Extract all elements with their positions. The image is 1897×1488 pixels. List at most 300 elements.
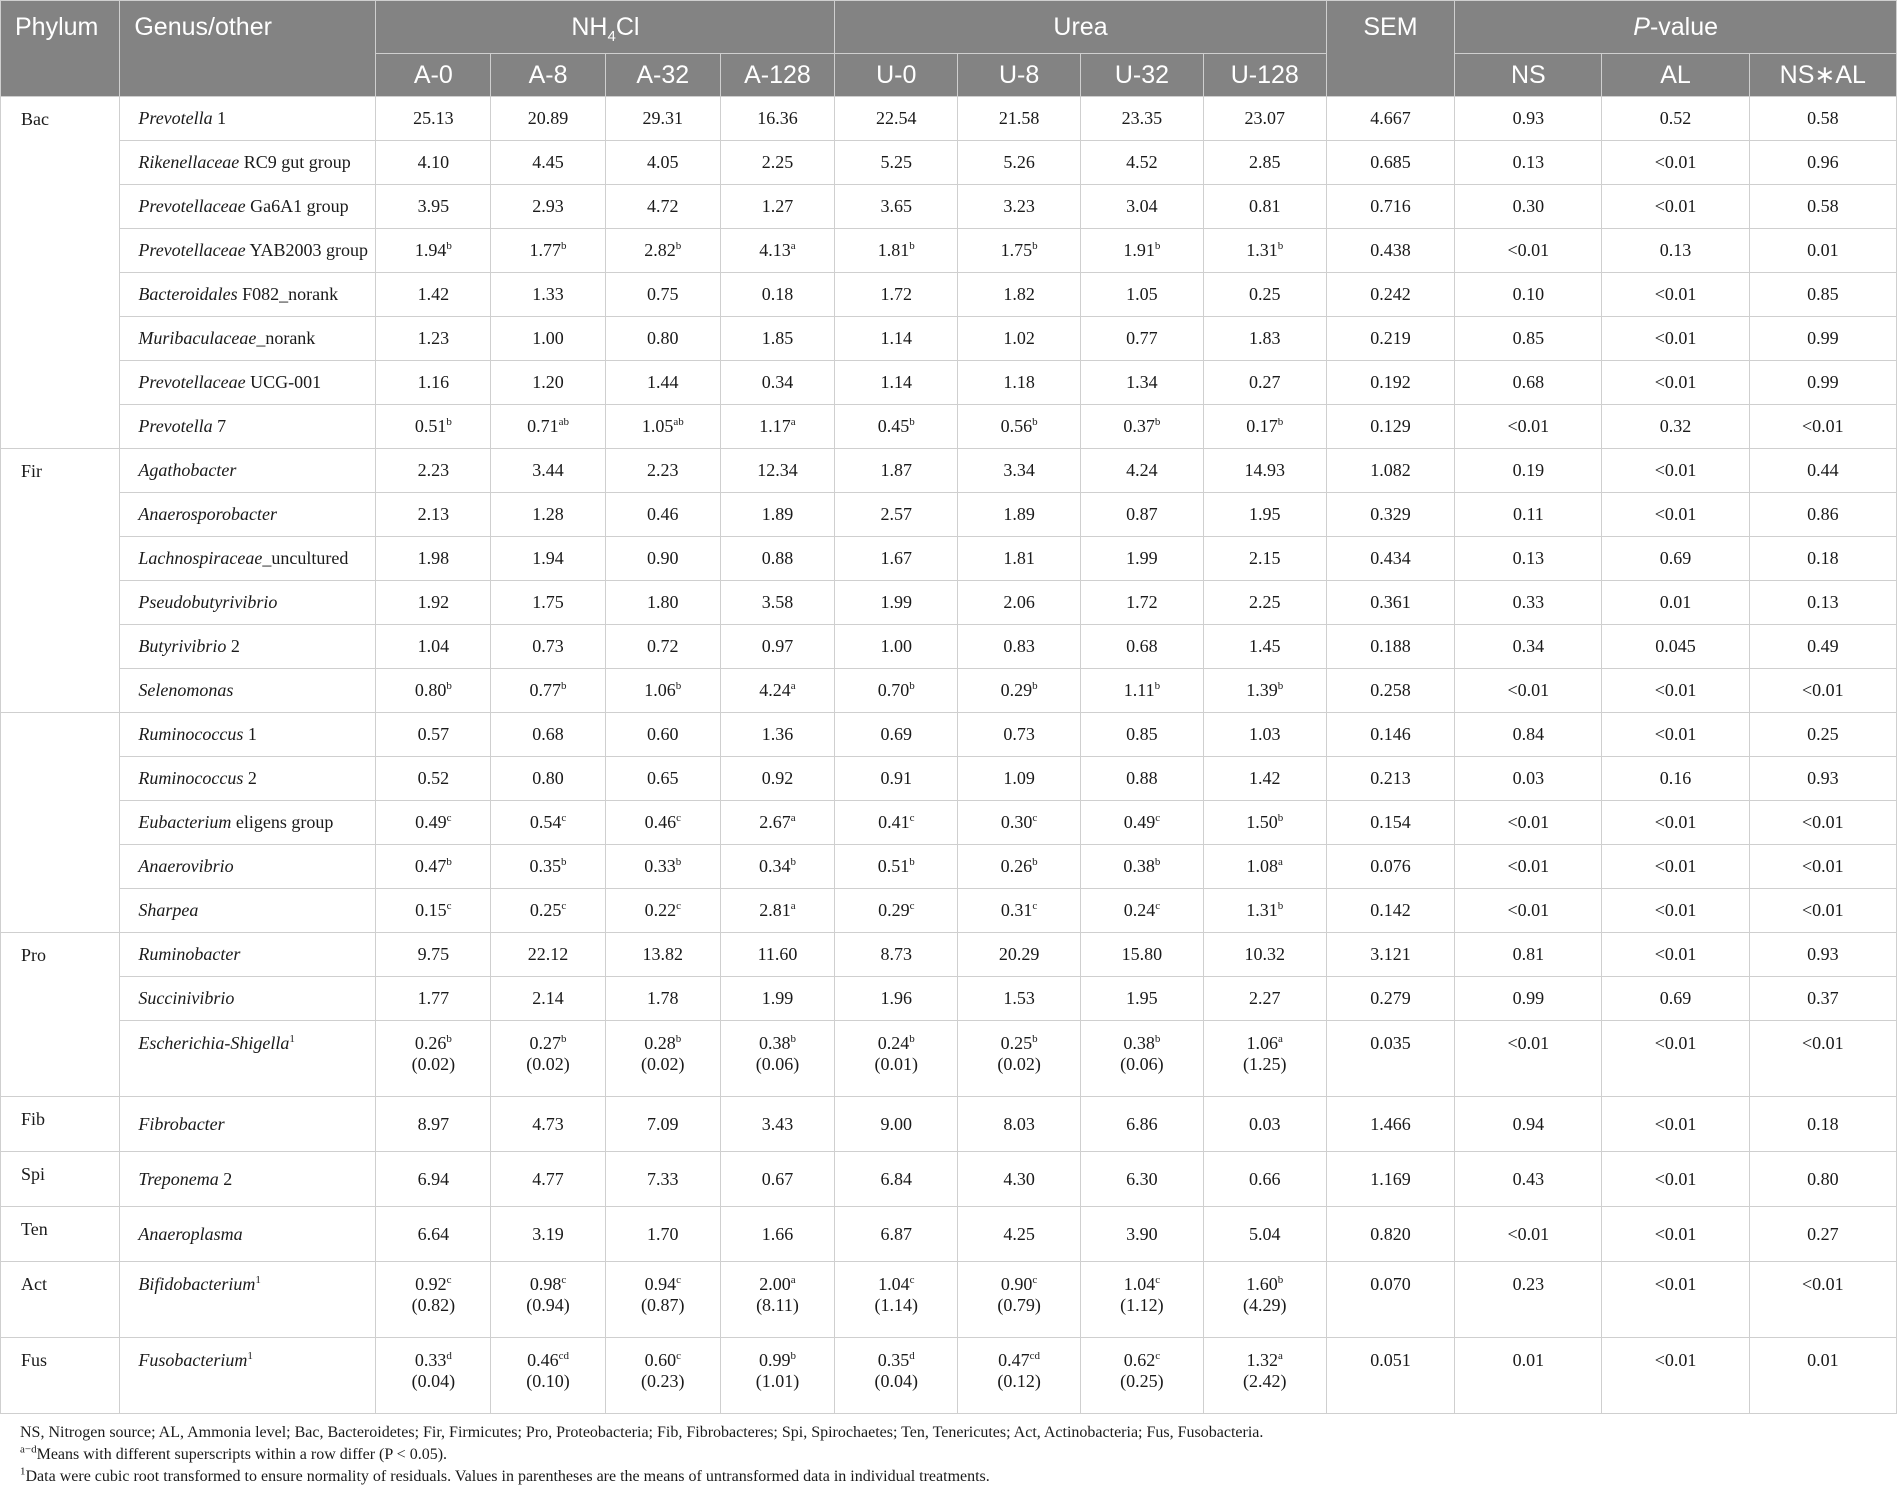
sem-cell: 0.685 [1326,141,1455,185]
value-cell: 0.29$^b$ [958,669,1081,713]
pvalue-cell: <0.01 [1602,1262,1749,1338]
sem-cell: 3.121 [1326,933,1455,977]
value-cell: 1.39$^b$ [1203,669,1326,713]
value-cell: 4.73 [491,1097,606,1152]
phylum-cell: Fib [1,1097,120,1152]
value-cell: 1.02 [958,317,1081,361]
sem-cell: 0.188 [1326,625,1455,669]
table-row [1,185,1897,229]
table-body [1,97,1897,1414]
value-cell: 0.88 [1081,757,1204,801]
value-cell: 1.23 [376,317,491,361]
value-cell: 8.73 [835,933,958,977]
pvalue-cell: 0.37 [1749,977,1896,1021]
value-cell: 1.17$^a$ [720,405,835,449]
value-cell: 0.51$^b$ [376,405,491,449]
value-cell: 1.18 [958,361,1081,405]
value-cell: 4.72 [605,185,720,229]
pvalue-cell: 0.93 [1749,757,1896,801]
genus-cell: Ruminococcus 2 [120,757,376,801]
value-cell: 0.68 [491,713,606,757]
table-row [1,581,1897,625]
value-cell: 0.18 [720,273,835,317]
sem-cell: 1.082 [1326,449,1455,493]
pvalue-cell: <0.01 [1602,1021,1749,1097]
table-row [1,713,1897,757]
phylum-cell: Pro [1,933,120,1097]
value-cell: 1.36 [720,713,835,757]
value-cell: 0.73 [491,625,606,669]
value-cell: 0.68 [1081,625,1204,669]
pvalue-cell: <0.01 [1455,405,1602,449]
header-genus: Genus/other [120,1,376,97]
value-cell: 0.94$^c$ (0.87) [605,1262,720,1338]
table-row [1,537,1897,581]
value-cell: 25.13 [376,97,491,141]
value-cell: 4.10 [376,141,491,185]
value-cell: 23.07 [1203,97,1326,141]
phylum-cell: Spi [1,1152,120,1207]
pvalue-cell: <0.01 [1455,845,1602,889]
value-cell: 0.71$^{ab}$ [491,405,606,449]
value-cell: 10.32 [1203,933,1326,977]
sem-cell: 1.466 [1326,1097,1455,1152]
footnote-superscripts: $^{a-d}$Means with different superscripts within a row differ (P < 0.05). [20,1443,448,1463]
value-cell: 1.04 [376,625,491,669]
sem-cell: 0.142 [1326,889,1455,933]
value-cell: 5.04 [1203,1207,1326,1262]
value-cell: 2.67$^a$ [720,801,835,845]
value-cell: 3.95 [376,185,491,229]
phylum-cell: Fir [1,449,120,713]
genus-cell: Eubacterium eligens group [120,801,376,845]
value-cell: 1.05$^{ab}$ [605,405,720,449]
table-row [1,229,1897,273]
value-cell: 2.93 [491,185,606,229]
pvalue-cell: 0.27 [1749,1207,1896,1262]
value-cell: 1.45 [1203,625,1326,669]
value-cell: 15.80 [1081,933,1204,977]
value-cell: 0.54$^c$ [491,801,606,845]
pvalue-cell: <0.01 [1749,405,1896,449]
sem-cell: 0.361 [1326,581,1455,625]
pvalue-cell: <0.01 [1602,1152,1749,1207]
value-cell: 1.04$^c$ (1.14) [835,1262,958,1338]
pvalue-cell: <0.01 [1749,889,1896,933]
value-cell: 1.05 [1081,273,1204,317]
table-row [1,669,1897,713]
value-cell: 0.62$^c$ (0.25) [1081,1338,1204,1414]
table-header [1,1,1897,97]
value-cell: 1.53 [958,977,1081,1021]
value-cell: 0.66 [1203,1152,1326,1207]
value-cell: 20.29 [958,933,1081,977]
genus-cell: Escherichia-Shigella$^1$ [120,1021,376,1097]
pvalue-cell: 0.94 [1455,1097,1602,1152]
genus-cell: Prevotella 1 [120,97,376,141]
value-cell: 0.60$^c$ (0.23) [605,1338,720,1414]
pvalue-cell: 0.25 [1749,713,1896,757]
table-row [1,625,1897,669]
value-cell: 1.20 [491,361,606,405]
pvalue-cell: <0.01 [1455,1207,1602,1262]
value-cell: 1.31$^b$ [1203,229,1326,273]
value-cell: 0.83 [958,625,1081,669]
value-cell: 9.75 [376,933,491,977]
header-sem: SEM [1326,1,1455,97]
footnote-transform: $^1$Data were cubic root transformed to ensure normality of residuals. Values in parentheses are the means of untransformed data in individual treatments. [20,1465,990,1485]
pvalue-cell: 0.81 [1455,933,1602,977]
footnote-abbreviations: NS, Nitrogen source; AL, Ammonia level; Bac, Bacteroidetes; Fir, Firmicutes; Pro, Proteobacteria; Fib, Fibrobacteres; Spi, Spirochaetes; Ten, Tenericutes; Act, Actinobacteria; Fus, Fusobacteria. [20,1424,1264,1441]
pvalue-cell: 0.13 [1455,141,1602,185]
value-cell: 0.87 [1081,493,1204,537]
header-pvalue: P-value [1455,1,1897,54]
table-row [1,317,1897,361]
value-cell: 0.47$^b$ [376,845,491,889]
value-cell: 0.34 [720,361,835,405]
genus-cell: Prevotellaceae Ga6A1 group [120,185,376,229]
header-treatment: U-32 [1081,54,1204,97]
value-cell: 2.14 [491,977,606,1021]
value-cell: 5.25 [835,141,958,185]
value-cell: 0.80 [605,317,720,361]
value-cell: 0.26$^b$ [958,845,1081,889]
value-cell: 0.26$^b$ (0.02) [376,1021,491,1097]
value-cell: 1.44 [605,361,720,405]
pvalue-cell: 0.52 [1602,97,1749,141]
genus-cell: Sharpea [120,889,376,933]
value-cell: 1.67 [835,537,958,581]
pvalue-cell: 0.13 [1749,581,1896,625]
table-row [1,361,1897,405]
table-row [1,97,1897,141]
sem-cell: 0.258 [1326,669,1455,713]
sem-cell: 0.716 [1326,185,1455,229]
value-cell: 0.81 [1203,185,1326,229]
table-row [1,1338,1897,1414]
pvalue-cell: <0.01 [1602,1207,1749,1262]
value-cell: 8.97 [376,1097,491,1152]
value-cell: 1.32$^a$ (2.42) [1203,1338,1326,1414]
value-cell: 11.60 [720,933,835,977]
table-row [1,1262,1897,1338]
value-cell: 16.36 [720,97,835,141]
pvalue-cell: <0.01 [1749,845,1896,889]
value-cell: 3.90 [1081,1207,1204,1262]
pvalue-cell: 0.18 [1749,1097,1896,1152]
value-cell: 0.90$^c$ (0.79) [958,1262,1081,1338]
value-cell: 1.34 [1081,361,1204,405]
value-cell: 0.15$^c$ [376,889,491,933]
pvalue-cell: <0.01 [1602,141,1749,185]
genus-cell: Prevotellaceae UCG-001 [120,361,376,405]
value-cell: 2.81$^a$ [720,889,835,933]
value-cell: 1.80 [605,581,720,625]
value-cell: 0.77$^b$ [491,669,606,713]
pvalue-cell: 0.13 [1455,537,1602,581]
pvalue-cell: 0.85 [1455,317,1602,361]
value-cell: 0.98$^c$ (0.94) [491,1262,606,1338]
header-treatment: U-128 [1203,54,1326,97]
value-cell: 0.22$^c$ [605,889,720,933]
value-cell: 0.33$^d$ (0.04) [376,1338,491,1414]
value-cell: 0.29$^c$ [835,889,958,933]
header-treatment: U-8 [958,54,1081,97]
sem-cell: 0.820 [1326,1207,1455,1262]
table-footnotes [0,1422,1897,1488]
pvalue-cell: <0.01 [1602,889,1749,933]
value-cell: 2.27 [1203,977,1326,1021]
table-row [1,493,1897,537]
value-cell: 1.66 [720,1207,835,1262]
sem-cell: 4.667 [1326,97,1455,141]
value-cell: 0.37$^b$ [1081,405,1204,449]
genus-cell: Prevotellaceae YAB2003 group [120,229,376,273]
pvalue-cell: <0.01 [1455,229,1602,273]
pvalue-cell: 0.13 [1602,229,1749,273]
value-cell: 0.92 [720,757,835,801]
value-cell: 4.52 [1081,141,1204,185]
pvalue-cell: 0.34 [1455,625,1602,669]
value-cell: 0.99$^b$ (1.01) [720,1338,835,1414]
pvalue-cell: <0.01 [1602,801,1749,845]
value-cell: 1.11$^b$ [1081,669,1204,713]
value-cell: 1.81$^b$ [835,229,958,273]
table-row [1,933,1897,977]
table-row [1,757,1897,801]
pvalue-cell: 0.93 [1455,97,1602,141]
value-cell: 1.78 [605,977,720,1021]
sem-cell: 0.154 [1326,801,1455,845]
value-cell: 1.75 [491,581,606,625]
sem-cell: 1.169 [1326,1152,1455,1207]
value-cell: 1.06$^b$ [605,669,720,713]
value-cell: 2.15 [1203,537,1326,581]
header-phylum: Phylum [1,1,120,97]
sem-cell: 0.219 [1326,317,1455,361]
pvalue-cell: 0.58 [1749,97,1896,141]
table-row [1,449,1897,493]
value-cell: 0.57 [376,713,491,757]
pvalue-cell: 0.93 [1749,933,1896,977]
value-cell: 0.41$^c$ [835,801,958,845]
value-cell: 2.00$^a$ (8.11) [720,1262,835,1338]
value-cell: 1.06$^a$ (1.25) [1203,1021,1326,1097]
sem-cell: 0.438 [1326,229,1455,273]
value-cell: 1.50$^b$ [1203,801,1326,845]
value-cell: 1.27 [720,185,835,229]
sem-cell: 0.146 [1326,713,1455,757]
value-cell: 0.72 [605,625,720,669]
header-treatment: U-0 [835,54,958,97]
phylum-cell: Bac [1,97,120,449]
header-nh4cl: $NH_4Cl$ [376,1,835,54]
value-cell: 1.14 [835,361,958,405]
table-row [1,1152,1897,1207]
value-cell: 1.77 [376,977,491,1021]
value-cell: 4.77 [491,1152,606,1207]
pvalue-cell: 0.99 [1455,977,1602,1021]
pvalue-cell: <0.01 [1455,889,1602,933]
sem-cell: 0.279 [1326,977,1455,1021]
table-row [1,845,1897,889]
genus-cell: Treponema 2 [120,1152,376,1207]
value-cell: 0.33$^b$ [605,845,720,889]
pvalue-cell: 0.32 [1602,405,1749,449]
value-cell: 1.89 [958,493,1081,537]
value-cell: 1.00 [835,625,958,669]
value-cell: 7.33 [605,1152,720,1207]
value-cell: 0.17$^b$ [1203,405,1326,449]
value-cell: 1.09 [958,757,1081,801]
value-cell: 0.45$^b$ [835,405,958,449]
value-cell: 0.65 [605,757,720,801]
value-cell: 0.77 [1081,317,1204,361]
value-cell: 6.87 [835,1207,958,1262]
genus-cell: Fusobacterium$^1$ [120,1338,376,1414]
value-cell: 1.03 [1203,713,1326,757]
pvalue-cell: 0.69 [1602,537,1749,581]
pvalue-cell: <0.01 [1602,449,1749,493]
value-cell: 1.91$^b$ [1081,229,1204,273]
value-cell: 0.38$^b$ (0.06) [720,1021,835,1097]
pvalue-cell: 0.86 [1749,493,1896,537]
genus-cell: Muribaculaceae_norank [120,317,376,361]
value-cell: 1.87 [835,449,958,493]
header-pvalue-col: NS [1455,54,1602,97]
genus-cell: Ruminobacter [120,933,376,977]
genus-cell: Lachnospiraceae_uncultured [120,537,376,581]
pvalue-cell: 0.43 [1455,1152,1602,1207]
value-cell: 1.60$^b$ (4.29) [1203,1262,1326,1338]
header-treatment: A-32 [605,54,720,97]
pvalue-cell: <0.01 [1602,713,1749,757]
value-cell: 1.75$^b$ [958,229,1081,273]
value-cell: 0.30$^c$ [958,801,1081,845]
pvalue-cell: <0.01 [1602,317,1749,361]
value-cell: 0.85 [1081,713,1204,757]
value-cell: 1.08$^a$ [1203,845,1326,889]
value-cell: 0.73 [958,713,1081,757]
value-cell: 4.30 [958,1152,1081,1207]
pvalue-cell: <0.01 [1602,933,1749,977]
pvalue-cell: <0.01 [1602,1338,1749,1414]
value-cell: 1.33 [491,273,606,317]
value-cell: 0.80$^b$ [376,669,491,713]
genus-cell: Rikenellaceae RC9 gut group [120,141,376,185]
pvalue-cell: <0.01 [1602,845,1749,889]
pvalue-cell: 0.23 [1455,1262,1602,1338]
pvalue-cell: 0.33 [1455,581,1602,625]
value-cell: 0.91 [835,757,958,801]
pvalue-cell: 0.85 [1749,273,1896,317]
header-treatment: A-0 [376,54,491,97]
value-cell: 8.03 [958,1097,1081,1152]
value-cell: 23.35 [1081,97,1204,141]
table-row [1,1207,1897,1262]
value-cell: 2.57 [835,493,958,537]
pvalue-cell: 0.10 [1455,273,1602,317]
pvalue-cell: 0.80 [1749,1152,1896,1207]
value-cell: 0.75 [605,273,720,317]
value-cell: 1.94$^b$ [376,229,491,273]
value-cell: 1.92 [376,581,491,625]
value-cell: 20.89 [491,97,606,141]
value-cell: 3.34 [958,449,1081,493]
value-cell: 1.85 [720,317,835,361]
value-cell: 1.72 [1081,581,1204,625]
value-cell: 2.13 [376,493,491,537]
value-cell: 6.86 [1081,1097,1204,1152]
value-cell: 0.46 [605,493,720,537]
value-cell: 1.28 [491,493,606,537]
value-cell: 0.46$^{cd}$ (0.10) [491,1338,606,1414]
value-cell: 0.60 [605,713,720,757]
pvalue-cell: <0.01 [1602,493,1749,537]
value-cell: 14.93 [1203,449,1326,493]
value-cell: 6.30 [1081,1152,1204,1207]
sem-cell: 0.434 [1326,537,1455,581]
value-cell: 0.67 [720,1152,835,1207]
value-cell: 3.04 [1081,185,1204,229]
pvalue-cell: 0.11 [1455,493,1602,537]
value-cell: 1.89 [720,493,835,537]
pvalue-cell: <0.01 [1749,1262,1896,1338]
table-row [1,273,1897,317]
pvalue-cell: 0.99 [1749,317,1896,361]
sem-cell: 0.192 [1326,361,1455,405]
value-cell: 6.84 [835,1152,958,1207]
value-cell: 1.98 [376,537,491,581]
header-pvalue-col: AL [1602,54,1749,97]
table-row [1,1021,1897,1097]
value-cell: 0.27 [1203,361,1326,405]
header-urea: Urea [835,1,1326,54]
genus-cell: Anaerosporobacter [120,493,376,537]
value-cell: 1.00 [491,317,606,361]
value-cell: 0.52 [376,757,491,801]
genus-cell: Anaerovibrio [120,845,376,889]
value-cell: 3.44 [491,449,606,493]
value-cell: 0.35$^d$ (0.04) [835,1338,958,1414]
value-cell: 0.46$^c$ [605,801,720,845]
pvalue-cell: <0.01 [1455,801,1602,845]
genus-cell: Bifidobacterium$^1$ [120,1262,376,1338]
value-cell: 1.95 [1203,493,1326,537]
value-cell: 1.81 [958,537,1081,581]
phylum-cell [1,713,120,933]
phylum-cell: Act [1,1262,120,1338]
table-row [1,977,1897,1021]
value-cell: 0.03 [1203,1097,1326,1152]
phylum-cell: Fus [1,1338,120,1414]
value-cell: 2.06 [958,581,1081,625]
value-cell: 0.34$^b$ [720,845,835,889]
pvalue-cell: <0.01 [1749,801,1896,845]
sem-cell: 0.213 [1326,757,1455,801]
value-cell: 0.38$^b$ (0.06) [1081,1021,1204,1097]
value-cell: 1.83 [1203,317,1326,361]
value-cell: 0.70$^b$ [835,669,958,713]
value-cell: 3.23 [958,185,1081,229]
value-cell: 0.92$^c$ (0.82) [376,1262,491,1338]
pvalue-cell: 0.16 [1602,757,1749,801]
pvalue-cell: <0.01 [1749,1021,1896,1097]
value-cell: 4.45 [491,141,606,185]
value-cell: 0.27$^b$ (0.02) [491,1021,606,1097]
value-cell: 5.26 [958,141,1081,185]
table-row [1,1097,1897,1152]
